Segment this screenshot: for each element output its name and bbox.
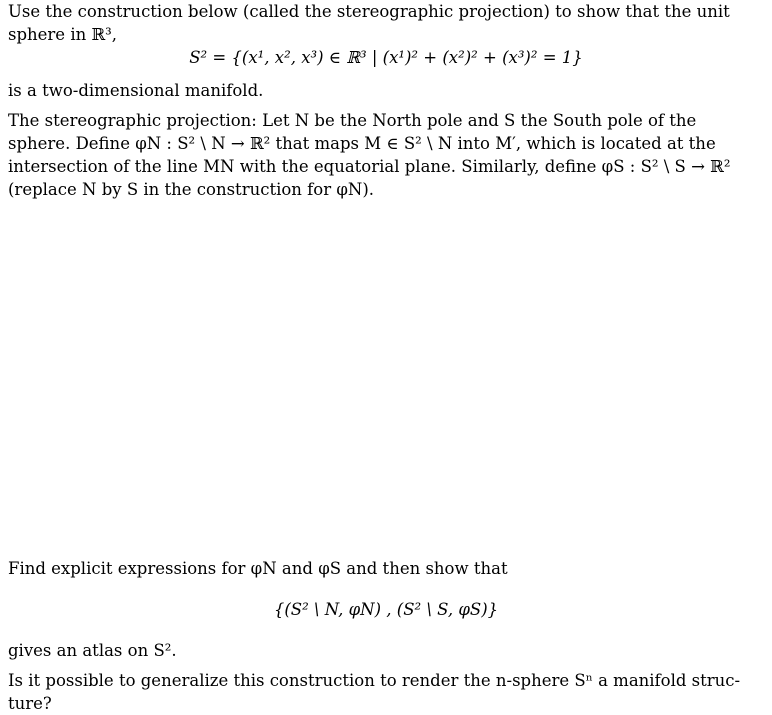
generalize-paragraph xyxy=(8,669,741,715)
atlas-paragraph xyxy=(8,639,698,662)
atlas-equation: {(S² \ N, φN) , (S² \ S, φS)} xyxy=(273,600,499,619)
generalize-line-1: Is it possible to generalize this construction to render the n-sphere Sⁿ a manifold struc- xyxy=(8,671,741,690)
projection-line-2: sphere. Define φN : S² \ N → ℝ² that maps M ∈ S² \ N into M′, which is located at the xyxy=(8,134,716,153)
atlas-line: gives an atlas on S². xyxy=(8,641,177,660)
manifold-statement xyxy=(8,79,698,102)
after-equation-line: is a two-dimensional manifold. xyxy=(8,81,264,100)
projection-line-3: intersection of the line MN with the equatorial plane. Similarly, define φS : S² \ S → ℝ² xyxy=(8,157,731,176)
find-line: Find explicit expressions for φN and φS and then show that xyxy=(8,559,508,578)
projection-paragraph xyxy=(8,109,731,201)
projection-line-4: (replace N by S in the construction for φN). xyxy=(8,180,375,199)
intro-paragraph xyxy=(8,0,730,46)
find-paragraph xyxy=(8,557,698,580)
intro-line-1: Use the construction below (called the stereographic projection) to show that the unit xyxy=(8,2,730,21)
intro-line-2: sphere in ℝ³, xyxy=(8,25,118,44)
projection-line-1: The stereographic projection: Let N be the North pole and S the South pole of the xyxy=(8,111,697,130)
sphere-equation: S² = {(x¹, x², x³) ∈ ℝ³ | (x¹)² + (x²)² + (x³)² = 1} xyxy=(189,48,583,67)
generalize-line-2: ture? xyxy=(8,694,52,713)
